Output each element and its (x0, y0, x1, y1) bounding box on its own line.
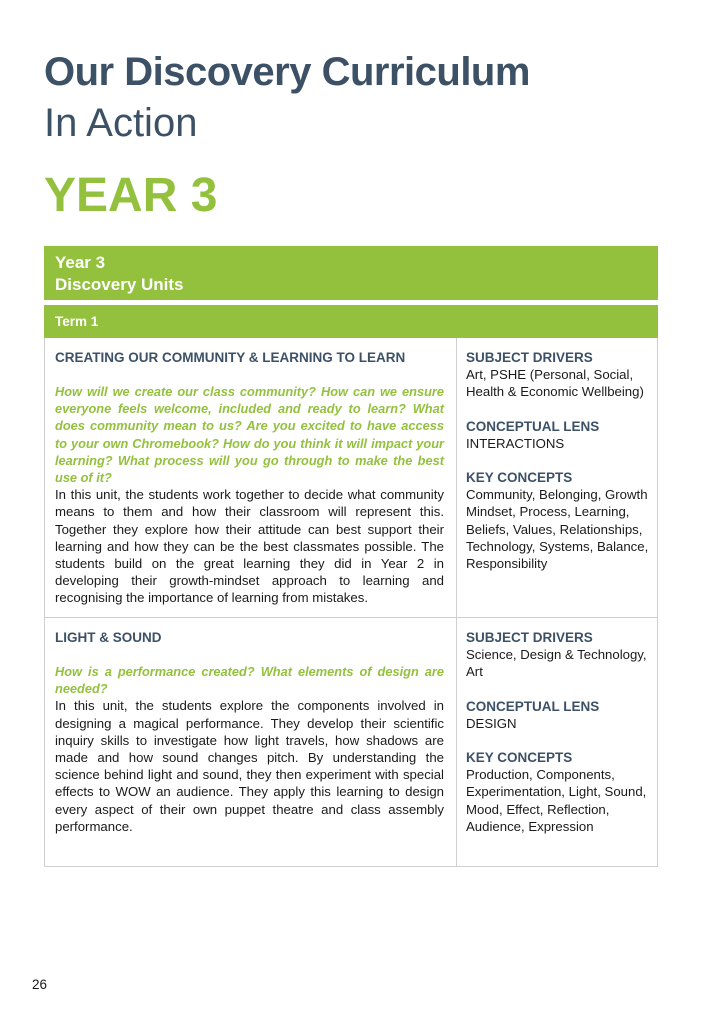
key-concepts-label: KEY CONCEPTS (466, 750, 573, 766)
subject-drivers-label: SUBJECT DRIVERS (466, 630, 593, 645)
unit-description: In this unit, the students explore the components involved in designing a magical performance. They develop their scientific inquiry skills to investigate how light travels, how shadows are made and how sound changes pitch. By understanding the science behind light and sound, they then experiment with special effects to WOW an audience. They apply this learning to design every aspect of their own puppet theatre and class assembly performance. (55, 698, 444, 834)
conceptual-lens-value: INTERACTIONS (466, 435, 565, 451)
page-number: 26 (32, 977, 48, 992)
unit-description: In this unit, the students work together to decide what community means to them and how their classroom will represent this. Together they explore how their attitude can best support their learning and how they can be the best classmates possible. The students build on the great learning they did in Year 2 in developing their growth-mindset approach to learning and recognising the importance of learning from mistakes. (55, 487, 444, 606)
subject-drivers-value: Art, PSHE (Personal, Social, Health & Economic Wellbeing) (466, 367, 644, 400)
unit-title: CREATING OUR COMMUNITY & LEARNING TO LEARN (55, 350, 406, 365)
subject-drivers-label: SUBJECT DRIVERS (466, 350, 593, 365)
conceptual-lens-value: DESIGN (466, 715, 517, 731)
unit-questions: How will we create our class community? How can we ensure everyone feels welcome, included and ready to learn? What does community mean to us? Are you excited to have access to your own Chromebook? How do you think it will impact your learning? What process will you go through to make the best use of it? (55, 384, 444, 486)
term-header: Term 1 (44, 305, 658, 338)
page-subtitle: In Action (44, 101, 198, 145)
unit-details (457, 618, 657, 866)
conceptual-lens-label: CONCEPTUAL LENS (466, 698, 600, 714)
units-header-line1: Year 3 (55, 253, 106, 272)
key-concepts-value: Community, Belonging, Growth Mindset, Process, Learning, Beliefs, Values, Relationships, Technology, Systems, Balance, Responsibility (466, 487, 649, 572)
key-concepts-value: Production, Components, Experimentation, Light, Sound, Mood, Effect, Reflection, Audience, Expression (466, 767, 647, 834)
year-heading: YEAR 3 (44, 169, 218, 222)
subject-drivers-value: Science, Design & Technology, Art (466, 647, 647, 680)
page-title: Our Discovery Curriculum (44, 50, 530, 94)
conceptual-lens-label: CONCEPTUAL LENS (466, 418, 600, 434)
unit-overview (45, 618, 457, 866)
unit-row (44, 617, 658, 867)
discovery-units-header (44, 246, 658, 300)
unit-questions: How is a performance created? What elements of design are needed? (55, 664, 444, 697)
key-concepts-label: KEY CONCEPTS (466, 470, 573, 486)
unit-details (457, 338, 657, 617)
units-header-line2: Discovery Units (55, 275, 184, 294)
unit-row (44, 338, 658, 618)
unit-overview (45, 338, 457, 617)
unit-title: LIGHT & SOUND (55, 630, 162, 645)
